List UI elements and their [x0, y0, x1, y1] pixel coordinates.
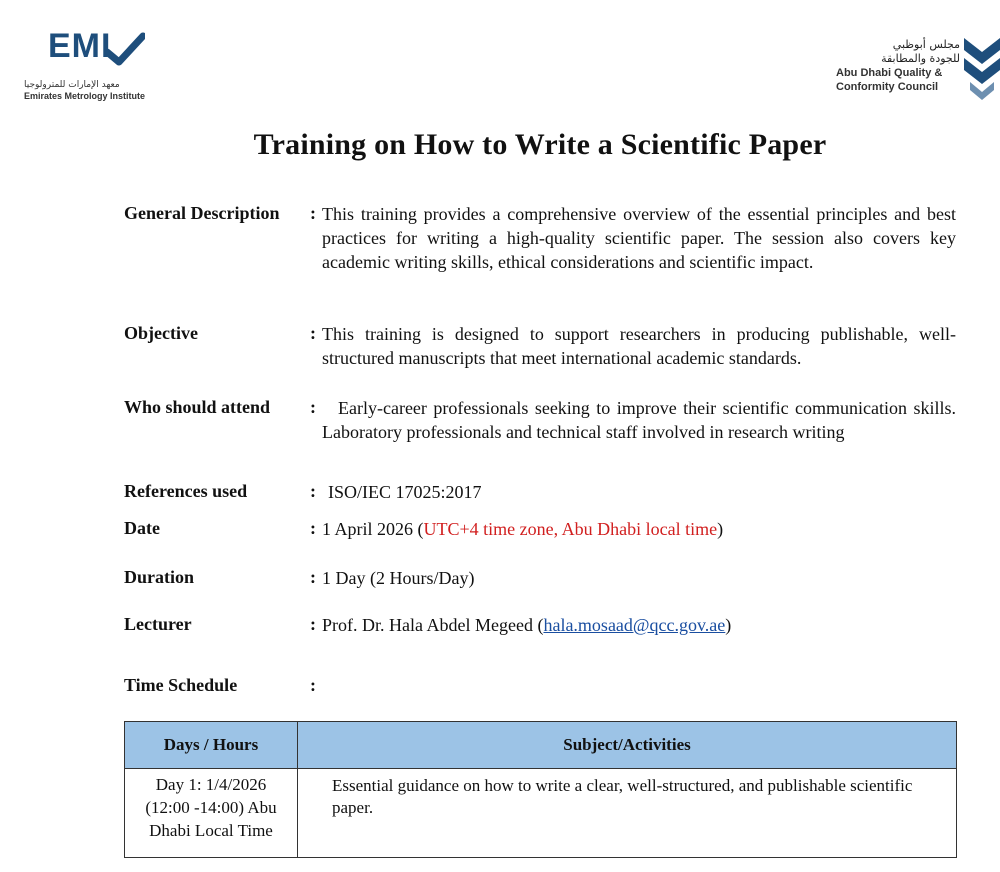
day-line: (12:00 -14:00) Abu: [145, 798, 277, 817]
field-colon: :: [310, 481, 316, 501]
objective-value: This training is designed to support researchers in producing publishable, well-structured manuscripts that meet international academic standards.: [322, 324, 956, 368]
date-text-end: ): [717, 519, 724, 539]
schedule-table: [124, 721, 957, 858]
field-colon: :: [310, 614, 316, 634]
emi-logo-english: Emirates Metrology Institute: [24, 91, 146, 101]
lecturer-name: Prof. Dr. Hala Abdel Megeed (: [322, 615, 544, 635]
lecturer-label: Lecturer: [124, 614, 192, 634]
subject-activities-header: Subject/Activities: [298, 722, 957, 769]
who-should-attend-label: Who should attend: [124, 397, 271, 417]
field-colon: :: [310, 203, 316, 223]
references-used-label: References used: [124, 481, 248, 501]
time-schedule-label: Time Schedule: [124, 675, 238, 695]
references-used-value: ISO/IEC 17025:2017: [328, 482, 482, 502]
day-line: Dhabi Local Time: [149, 821, 273, 840]
general-description-label: General Description: [124, 203, 280, 223]
date-value: [322, 517, 956, 541]
lecturer-email-link[interactable]: hala.mosaad@qcc.gov.ae: [543, 615, 726, 635]
date-text: 1 April 2026 (: [322, 519, 424, 539]
subject-cell: Essential guidance on how to write a clear, well-structured, and publishable scientific paper.: [298, 769, 957, 858]
qcc-logo: [836, 38, 1000, 94]
lecturer-value: [322, 613, 956, 637]
who-should-attend-value: Early-career professionals seeking to improve their scientific communication skills. Laboratory professionals and technical staff involved in research writing: [322, 398, 956, 442]
schedule-header-row: [125, 722, 957, 769]
date-label: Date: [124, 518, 160, 538]
chevrons-icon: [964, 34, 1000, 100]
field-colon: :: [310, 567, 316, 587]
day-line: Day 1: 1/4/2026: [155, 775, 267, 794]
page-title: Training on How to Write a Scientific Paper: [253, 128, 827, 161]
duration-label: Duration: [124, 567, 195, 587]
qcc-logo-arabic-line2: للجودة والمطابقة: [881, 52, 960, 65]
checkmark-icon: [105, 32, 145, 66]
objective-label: Objective: [124, 323, 198, 343]
day-cell: [125, 769, 298, 858]
qcc-logo-arabic-line1: مجلس أبوظبي: [892, 38, 960, 51]
qcc-logo-english-line1: Abu Dhabi Quality &: [836, 67, 943, 79]
table-row: [125, 769, 957, 858]
field-colon: :: [310, 397, 316, 417]
lecturer-text-end: ): [725, 615, 732, 635]
emi-logo: [24, 28, 184, 102]
field-colon: :: [310, 518, 316, 538]
field-colon: :: [310, 323, 316, 343]
qcc-logo-english-line2: Conformity Council: [836, 81, 939, 93]
field-colon: :: [310, 675, 316, 695]
emi-logo-arabic: معهد الإمارات للمترولوجيا: [24, 80, 120, 90]
duration-value: 1 Day (2 Hours/Day): [322, 568, 475, 588]
days-hours-header: Days / Hours: [125, 722, 298, 769]
emi-logo-mark: EMI: [48, 27, 112, 65]
timezone-note: UTC+4 time zone, Abu Dhabi local time: [423, 519, 718, 539]
general-description-value: This training provides a comprehensive overview of the essential principles and best practices for writing a high-quality scientific paper. The session also covers key academic writing skills, ethical considerations and scientific impact.: [322, 204, 956, 272]
